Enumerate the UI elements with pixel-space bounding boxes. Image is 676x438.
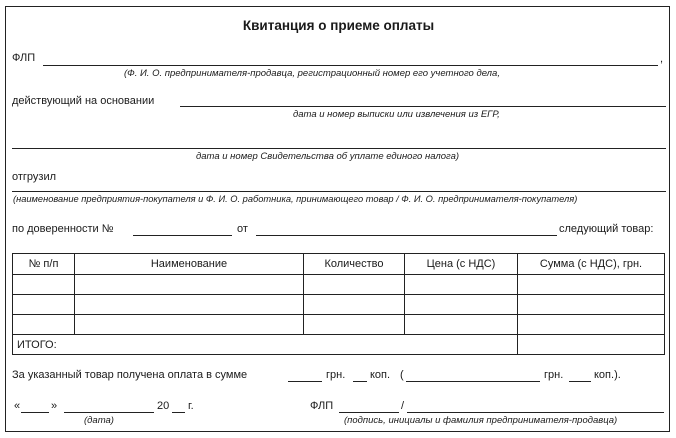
year-prefix: 20 <box>157 400 170 412</box>
table-cell[interactable] <box>75 315 304 335</box>
payment-kop-field[interactable] <box>353 381 367 382</box>
table-cell[interactable] <box>405 275 518 295</box>
payment-paren-open: ( <box>400 369 404 381</box>
table-cell[interactable] <box>13 315 75 335</box>
signature-caption: (подпись, инициалы и фамилия предпринимателя-продавца) <box>344 415 618 426</box>
col-name-header: Наименование <box>75 254 304 275</box>
flp-label: ФЛП <box>12 52 36 64</box>
signature-slash: / <box>401 400 405 412</box>
table-cell[interactable] <box>13 295 75 315</box>
table-cell[interactable] <box>518 275 665 295</box>
table-cell[interactable] <box>75 295 304 315</box>
date-quote-open: « <box>14 400 21 412</box>
shipped-caption: (наименование предприятия-покупателя и Ф. И. О. работника, принимающего товар / Ф. И. О. предпринимателя-покупателя) <box>13 194 578 204</box>
payment-text: За указанный товар получена оплата в сумме <box>12 369 248 381</box>
table-cell[interactable] <box>405 315 518 335</box>
payment-grn2-label: грн. <box>544 369 564 381</box>
form-title: Квитанция о приеме оплаты <box>242 18 435 33</box>
basis-field[interactable] <box>180 106 666 107</box>
next-goods-label: следующий товар: <box>559 223 654 235</box>
flp-comma: , <box>660 53 664 65</box>
table-row <box>13 315 665 335</box>
year-suffix: г. <box>188 400 194 412</box>
proxy-from-label: от <box>237 223 248 235</box>
buyer-field[interactable] <box>12 191 666 192</box>
col-number-header: № п/п <box>13 254 75 275</box>
table-cell[interactable] <box>518 315 665 335</box>
payment-grn-field[interactable] <box>288 381 322 382</box>
payment-kop-label: коп. <box>370 369 391 381</box>
proxy-number-field[interactable] <box>133 235 232 236</box>
table-cell[interactable] <box>13 275 75 295</box>
col-qty-header: Количество <box>304 254 405 275</box>
proxy-label: по доверенности № <box>12 223 114 235</box>
table-header-row <box>13 254 665 275</box>
date-year-field[interactable] <box>172 412 185 413</box>
table-cell[interactable] <box>405 295 518 315</box>
table-cell[interactable] <box>518 295 665 315</box>
basis-caption-2: дата и номер Свидетельства об уплате единого налога) <box>196 151 460 162</box>
table-row <box>13 295 665 315</box>
goods-table <box>12 253 665 355</box>
total-value-cell[interactable] <box>518 335 665 355</box>
table-cell[interactable] <box>304 275 405 295</box>
date-day-field[interactable] <box>21 412 49 413</box>
signature-field[interactable] <box>339 412 399 413</box>
table-cell[interactable] <box>304 315 405 335</box>
payment-grn-label: грн. <box>326 369 346 381</box>
date-quote-close: » <box>51 400 58 412</box>
basis-label: действующий на основании <box>12 95 155 107</box>
total-label: ИТОГО: <box>13 335 518 355</box>
col-price-header: Цена (с НДС) <box>405 254 518 275</box>
signer-name-field[interactable] <box>407 412 664 413</box>
flp-field[interactable] <box>43 65 658 66</box>
date-month-field[interactable] <box>64 412 154 413</box>
payment-kop2-label: коп.). <box>594 369 621 381</box>
basis-caption-1: дата и номер выписки или извлечения из ЕГР, <box>293 109 500 120</box>
date-caption: (дата) <box>84 415 114 426</box>
receipt-form <box>5 6 670 432</box>
table-row <box>13 275 665 295</box>
table-total-row <box>13 335 665 355</box>
shipped-label: отгрузил <box>12 171 57 183</box>
table-cell[interactable] <box>304 295 405 315</box>
flp-caption: (Ф. И. О. предпринимателя-продавца, регистрационный номер его учетного дела, <box>124 68 500 79</box>
payment-words-field[interactable] <box>406 381 540 382</box>
certificate-field[interactable] <box>12 148 666 149</box>
col-sum-header: Сумма (с НДС), грн. <box>518 254 665 275</box>
proxy-date-field[interactable] <box>256 235 557 236</box>
payment-kop2-field[interactable] <box>569 381 591 382</box>
table-cell[interactable] <box>75 275 304 295</box>
footer-flp-label: ФЛП <box>310 400 334 412</box>
